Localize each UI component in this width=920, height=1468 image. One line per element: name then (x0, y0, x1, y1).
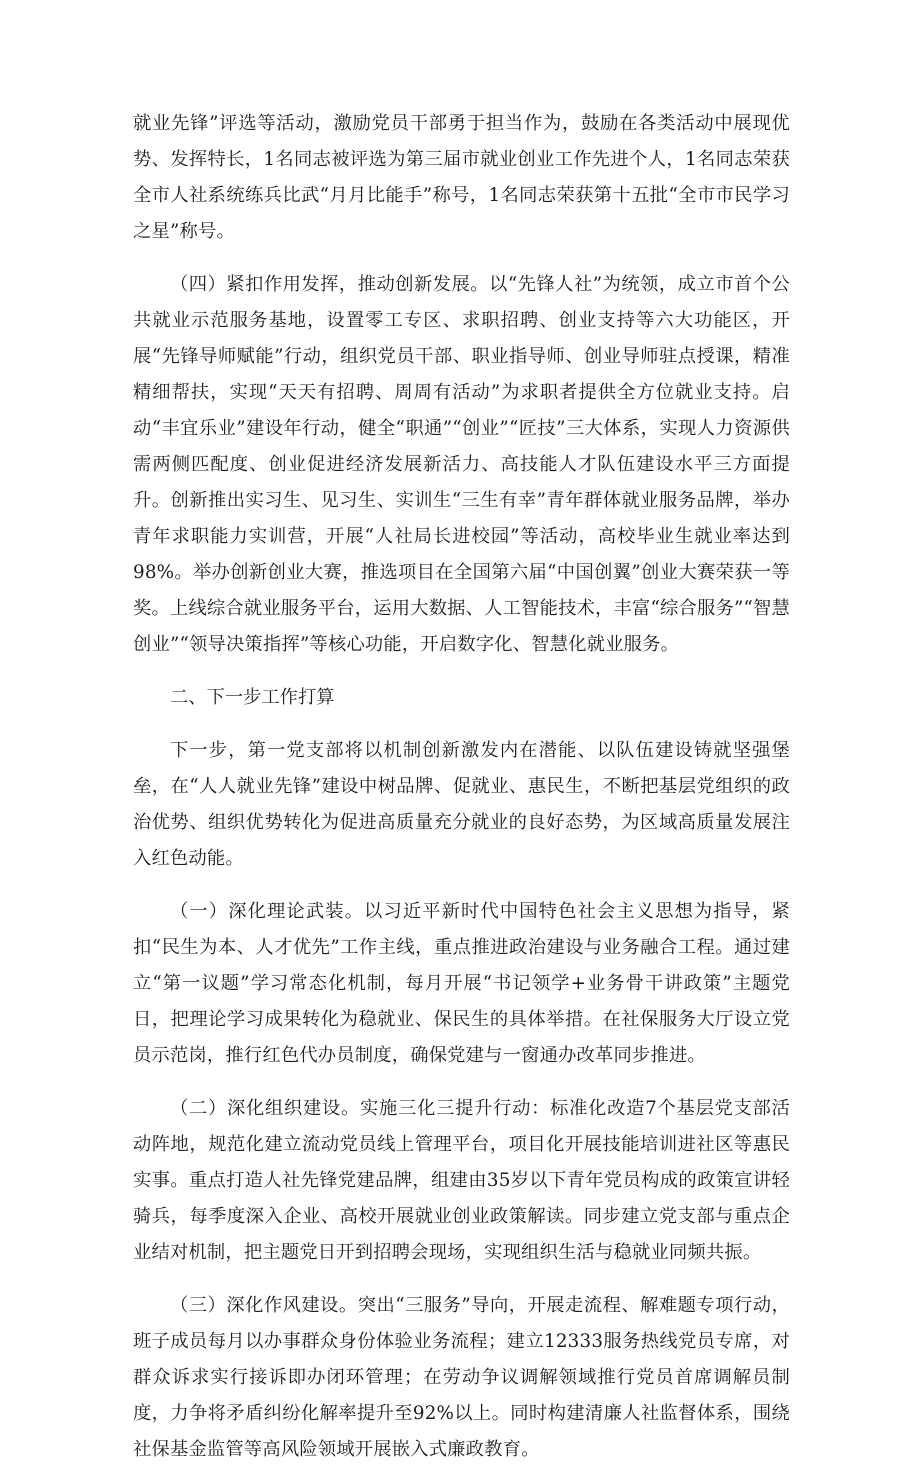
document-body (133, 106, 790, 1468)
section-heading-next-steps: 二、下一步工作打算 (170, 687, 335, 708)
paragraph-organization-building: （二）深化组织建设。实施三化三提升行动：标准化改造7个基层党支部活动阵地，规范化建立流动党员线上管理平台，项目化开展技能培训进社区等惠民实事。重点打造人社先锋党建品牌，组建由35岁以下青年党员构成的政策宣讲轻骑兵，每季度深入企业、高校开展就业创业政策解读。同步建立党支部与重点企业结对机制，把主题党日开到招聘会现场，实现组织生活与稳就业同频共振。 (133, 1098, 790, 1263)
paragraph-theory-study: （一）深化理论武装。以习近平新时代中国特色社会主义思想为指导，紧扣“民生为本、人才优先”工作主线，重点推进政治建设与业务融合工程。通过建立“第一议题”学习常态化机制，每月开展“书记领学+业务骨干讲政策”主题党日，把理论学习成果转化为稳就业、保民生的具体举措。在社保服务大厅设立党员示范岗，推行红色代办员制度，确保党建与一窗通办改革同步推进。 (133, 901, 790, 1066)
paragraph-section-four: （四）紧扣作用发挥，推动创新发展。以“先锋人社”为统领，成立市首个公共就业示范服务基地，设置零工专区、求职招聘、创业支持等六大功能区，开展“先锋导师赋能”行动，组织党员干部、职业指导师、创业导师驻点授课，精准精细帮扶，实现“天天有招聘、周周有活动”为求职者提供全方位就业支持。启动“丰宜乐业”建设年行动，健全“职通”“创业”“匠技”三大体系，实现人力资源供需两侧匹配度、创业促进经济发展新活力、高技能人才队伍建设水平三方面提升。创新推出实习生、见习生、实训生“三生有幸”青年群体就业服务品牌，举办青年求职能力实训营，开展“人社局长进校园”等活动，高校毕业生就业率达到98%。举办创新创业大赛，推选项目在全国第六届“中国创翼”创业大赛荣获一等奖。上线综合就业服务平台，运用大数据、人工智能技术，丰富“综合服务”“智慧创业”“领导决策指挥”等核心功能，开启数字化、智慧化就业服务。 (133, 274, 790, 655)
paragraph-continuation: 就业先锋”评选等活动，激励党员干部勇于担当作为，鼓励在各类活动中展现优势、发挥特长，1名同志被评选为第三届市就业创业工作先进个人，1名同志荣获全市人社系统练兵比武“月月比能手”称号，1名同志荣获第十五批“全市市民学习之星”称号。 (133, 113, 790, 242)
paragraph-work-style: （三）深化作风建设。突出“三服务”导向，开展走流程、解难题专项行动，班子成员每月以办事群众身份体验业务流程；建立12333服务热线党员专席，对群众诉求实行接诉即办闭环管理；在劳动争议调解领域推行党员首席调解员制度，力争将矛盾纠纷化解率提升至92%以上。同时构建清廉人社监督体系，围绕社保基金监管等高风险领域开展嵌入式廉政教育。 (133, 1295, 790, 1460)
paragraph-next-steps-intro: 下一步，第一党支部将以机制创新激发内在潜能、以队伍建设铸就坚强堡垒，在“人人就业先锋”建设中树品牌、促就业、惠民生，不断把基层党组织的政治优势、组织优势转化为促进高质量充分就业的良好态势，为区域高质量发展注入红色动能。 (133, 740, 790, 869)
